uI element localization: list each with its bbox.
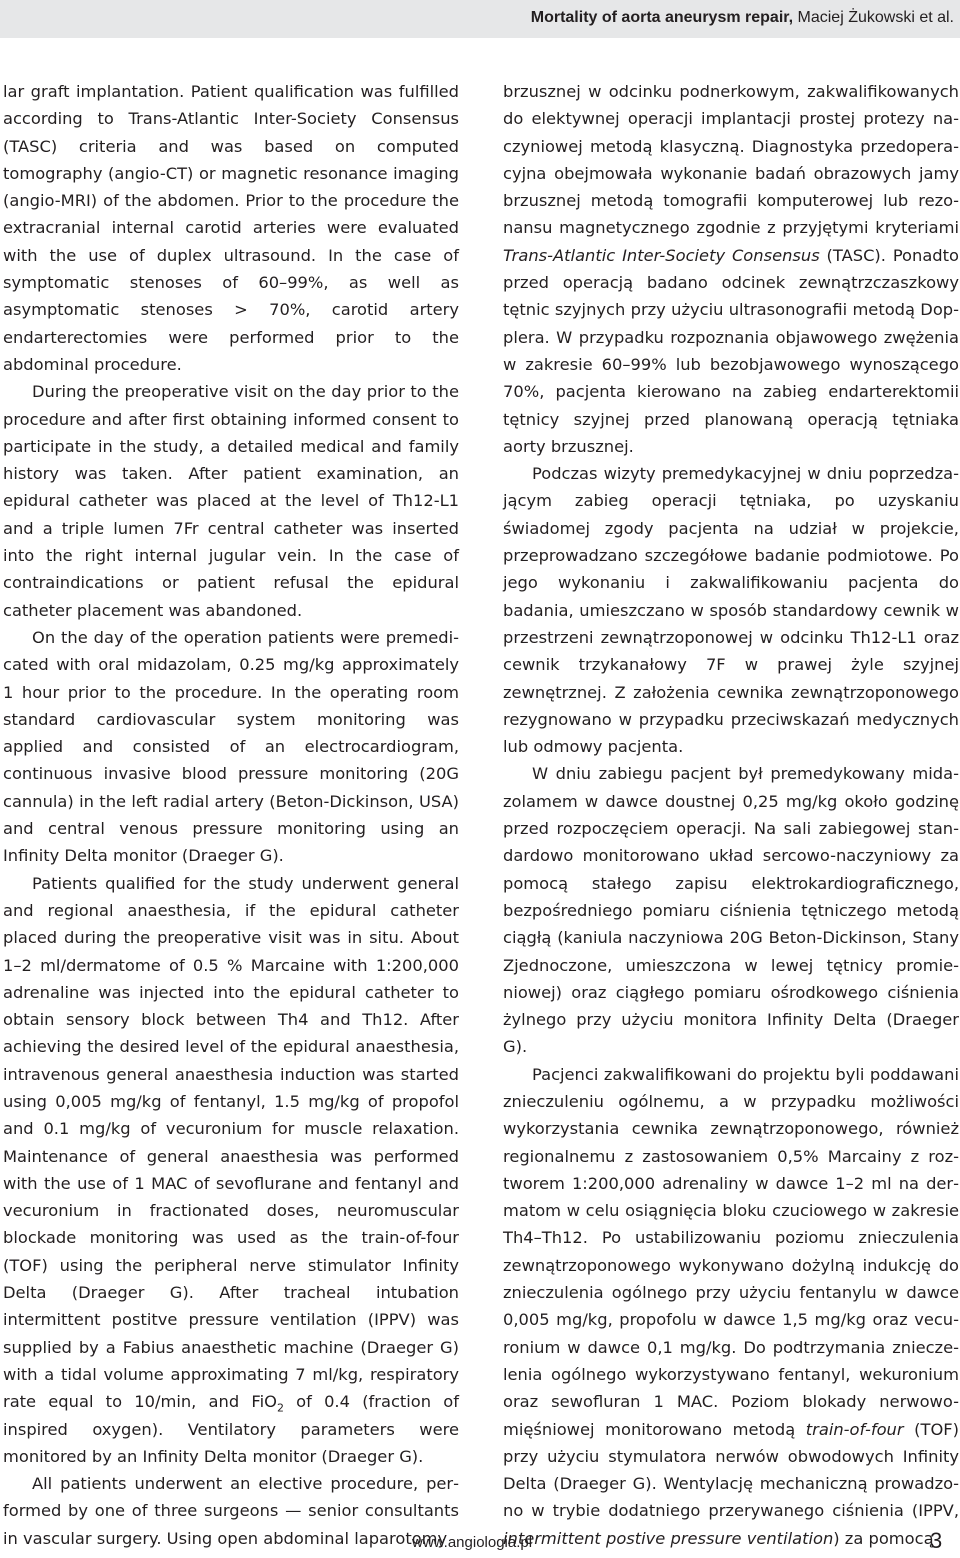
right-column-polish xyxy=(503,78,959,1552)
footer-journal-url: www.angiologia.pl xyxy=(412,1534,533,1551)
right-paragraph-1-text-b: (TASC). Ponadto przed operacją badano odcinek zewnątrzczaszkowy tętnic szyjnych przy użyciu ultrasonografii metodą Dopplera. W przypadku rozpoznania objawowego zwężenia w zakresie 60–99% lub bezobjawowego wynoszącego 70%, pacjenta kierowano na zabieg endarterektomii tętnicy szyjnej przed planowaną operacją tętniaka aorty brzusznej. xyxy=(503,245,959,456)
right-paragraph-2: Podczas wizyty premedykacyjnej w dniu poprzedzającym zabieg operacji tętniaka, po uzyskaniu świadomej zgody pacjenta na udział w projekcie, przeprowadzano szczegółowe badanie podmiotowe. Po jego wykonaniu i zakwalifikowaniu pacjenta do badania, umieszczano w sposób standardowy cewnik w przestrzeni zewnątrzoponowej w odcinku Th12-L1 oraz cewnik trzykanałowy 7F w prawej żyle szyjnej zewnętrznej. Z założenia cewnika zewnątrzoponowego rezygnowano w przypadku przeciwskazań medycznych lub odmowy pacjenta. xyxy=(503,464,959,757)
left-paragraph-5: All patients underwent an elective procedure, performed by one of three surgeons — senior consultants in vascular surgery. Using open abdominal laparotomy xyxy=(3,1474,459,1548)
right-paragraph-4-text-b: (TOF) przy użyciu stymulatora nerwów obwodowych Infinity Delta (Draeger G). Wentylację mechaniczną prowadzono w trybie dodatniego przerywanego ciśnienia (IPPV, xyxy=(503,1419,959,1521)
right-paragraph-4-italic-ippv: intermittent postive pressure ventilation xyxy=(503,1528,834,1548)
right-paragraph-4-italic-tof: train-of-four xyxy=(805,1419,904,1439)
running-header-authors: Maciej Żukowski et al. xyxy=(793,9,954,26)
right-paragraph-1-text-a: brzusznej w odcinku podnerkowym, zakwalifikowanych do elektywnej operacji implantacji prostej protezy naczyniowej metodą klasyczną. Diagnostyka przedoperacyjna obejmowała wykonanie badań obrazowych jamy brzusznej metodą tomografii komputerowej lub rezonansu magnetycznego zgodnie z przyjętymi kryteriami xyxy=(503,82,959,238)
left-paragraph-3: On the day of the operation patients were premedicated with oral midazolam, 0.25 mg/kg approximately 1 hour prior to the procedure. In the operating room standard cardiovascular system monitoring was applied and consisted of an electrocardiogram, continuous invasive blood pressure monitoring (20G cannula) in the left radial artery (Beton-Dickinson, USA) and central venous pressure monitoring using an Infinity Delta monitor (Draeger G). xyxy=(3,627,459,866)
right-paragraph-1 xyxy=(503,78,959,460)
running-header-article-title: Mortality of aorta aneurysm repair, xyxy=(530,9,794,26)
right-paragraph-3: W dniu zabiegu pacjent był premedykowany midazolamem w dawce doustnej 0,25 mg/kg około godzinę przed rozpoczęciem operacji. Na sali zabiegowej standardowo monitorowano układ sercowo-naczyniowy za pomocą stałego zapisu elektrokardiograficznego, bezpośredniego pomiaru ciśnienia tętniczego metodą ciągłą (kaniula naczyniowa 20G Beton-Dickinson, Stany Zjednoczone, umieszczona w lewej tętnicy promieniowej) oraz ciągłego pomiaru ośrodkowego ciśnienia żylnego przy użyciu monitora Infinity Delta (Draeger G). xyxy=(503,764,959,1057)
running-header-band xyxy=(0,0,960,38)
left-paragraph-1: lar graft implantation. Patient qualification was fulfilled according to Trans-Atlantic Inter-Society Consensus (TASC) criteria and was based on computed tomography (angio-CT) or magnetic resonance imaging (angio-MRI) of the abdomen. Prior to the procedure the extracranial internal carotid arteries were evaluated with the use of duplex ultrasound. In the case of symptomatic stenoses of 60–99%, as well as asymptomatic stenoses > 70%, carotid artery endarterectomies were performed prior to the abdominal procedure. xyxy=(3,82,459,374)
left-paragraph-2: During the preoperative visit on the day prior to the procedure and after first obtaining informed consent to participate in the study, a detailed medical and family history was taken. After patient examination, an epidural catheter was placed at the level of Th12-L1 and a triple lumen 7Fr central catheter was inserted into the right internal jugular vein. In the case of contraindications or patient refusal the epidural catheter placement was abandoned. xyxy=(3,382,459,620)
running-header-title xyxy=(531,9,954,27)
right-paragraph-1-italic: Trans-Atlantic Inter-Society Consensus xyxy=(503,245,820,265)
page-number: 3 xyxy=(930,1528,943,1553)
right-paragraph-4 xyxy=(503,1061,959,1552)
right-paragraph-4-text-c: ) za pomocą xyxy=(833,1528,934,1548)
left-paragraph-4-text-b: of 0.4 (fraction of inspired oxygen). Ventilatory parameters were monitored by an Infinity Delta monitor (Draeger G). xyxy=(3,1392,459,1466)
fio2-subscript: 2 xyxy=(276,1401,284,1415)
right-paragraph-4-text-a: Pacjenci zakwalifikowani do projektu byli poddawani znieczuleniu ogólnemu, a w przypadku możliwości wykorzystania cewnika zewnątrzoponowego, również regionalnemu z zastosowaniem 0,5% Marcainy z roztworem 1:200,000 adrenaliny w dawce 1–2 ml na dermatom w celu osiągnięcia bloku czuciowego w zakresie Th4–Th12. Po ustabilizowaniu poziomu znieczulenia zewnątrzoponowego wykonywano dożylną indukcję do znieczulenia ogólnego przy użyciu fentanylu w dawce 0,005 mg/kg, propofolu w dawce 1,5 mg/kg oraz vecuronium w dawce 0,1 mg/kg. Do podtrzymania znieczelenia ogólnego wykorzystywano fentanyl, wekuronium oraz sewofluran 1 MAC. Poziom blokady nerwowo-mięśniowej monitorowano metodą xyxy=(503,1064,959,1439)
left-column-english xyxy=(3,78,459,1552)
left-paragraph-4-text-a: Patients qualified for the study underwent general and regional anaesthesia, if the epidural catheter placed during the preoperative visit was in situ. About 1–2 ml/dermatome of 0.5 % Marcaine with 1:200,000 adrenaline was injected into the epidural catheter to obtain sensory block between Th4 and Th12. After achieving the desired level of the epidural anaesthesia, intravenous general anaesthesia induction was started using 0,005 mg/kg of fentanyl, 1.5 mg/kg of propofol and 0.1 mg/kg of vecuronium for muscle relaxation. Maintenance of general anaesthesia was performed with the use of 1 MAC of sevoflurane and fentanyl and vecuronium in fractionated doses, neuromuscular blockade monitoring was used as the train-of-four (TOF) using the peripheral nerve stimulator Infinity Delta (Draeger G). After tracheal intubation intermittent postitve pressure ventilation (IPPV) was supplied by a Fabius anaesthetic machine (Draeger G) with a tidal volume approximating 7 ml/kg, respiratory rate equal to 10/min, and FiO xyxy=(3,873,459,1412)
left-paragraph-4 xyxy=(3,870,459,1471)
